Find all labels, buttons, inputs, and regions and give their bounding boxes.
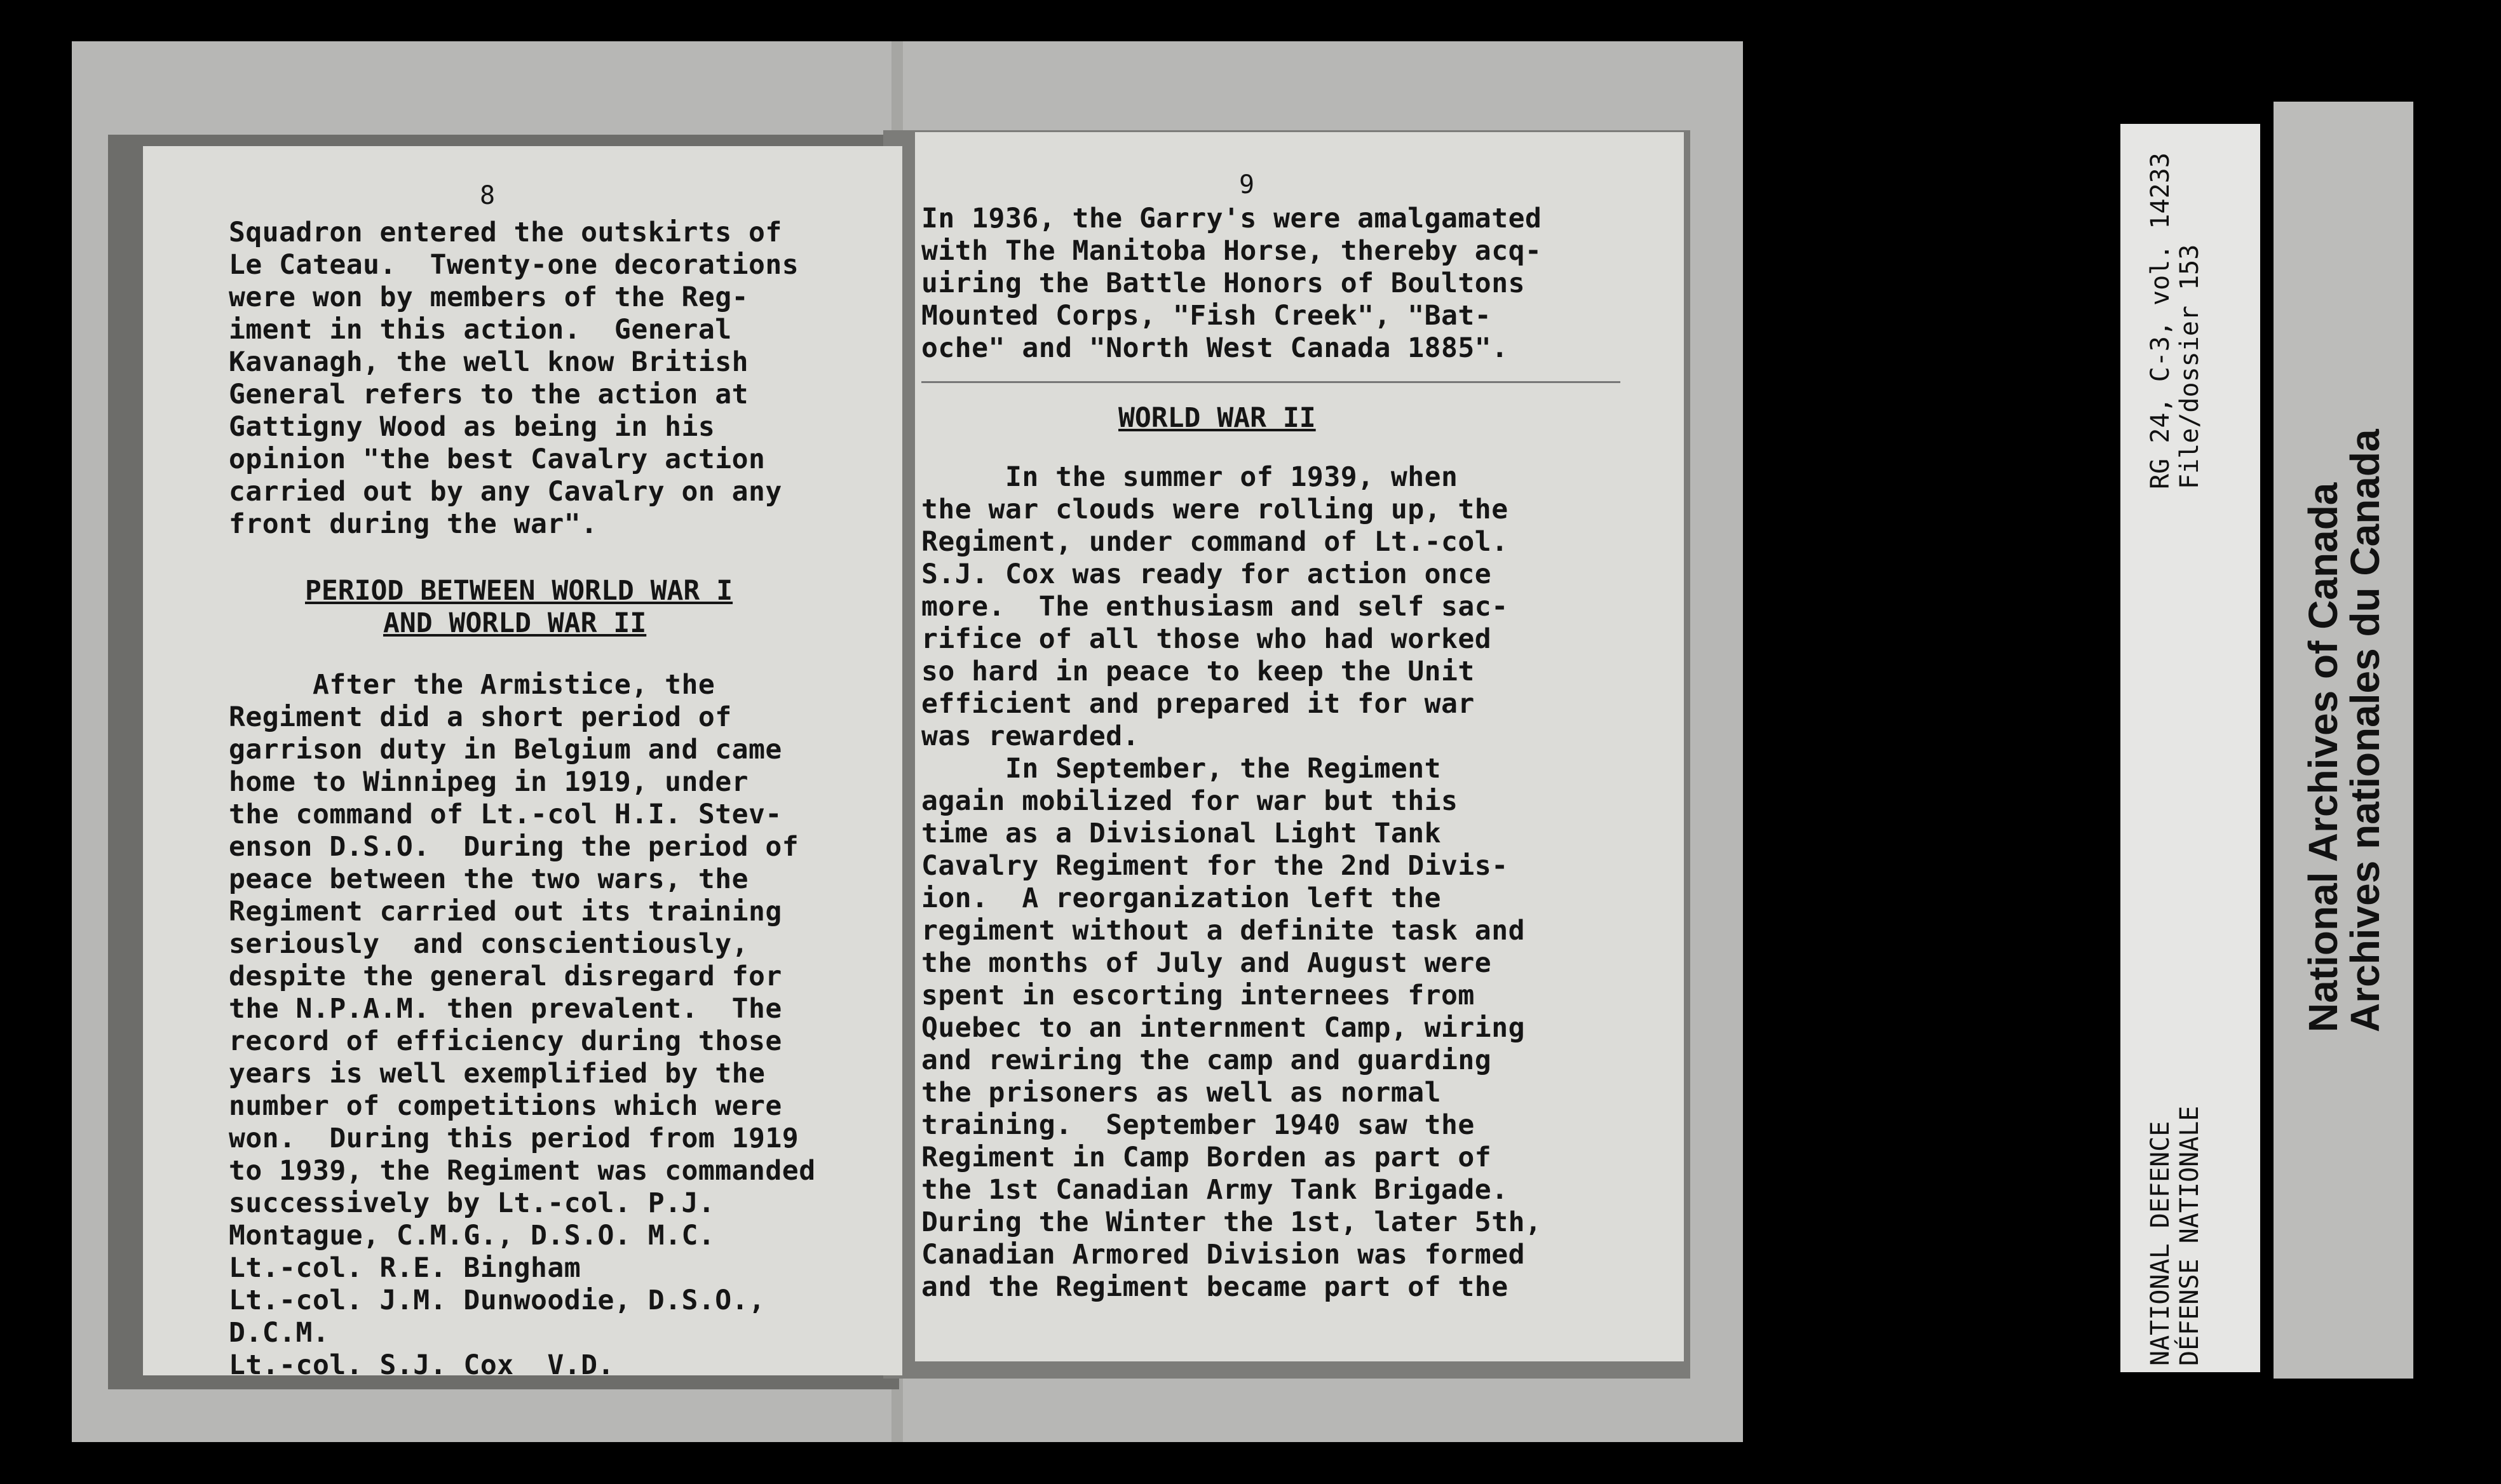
text-line: again mobilized for war but this bbox=[921, 785, 1458, 817]
text-line: carried out by any Cavalry on any bbox=[229, 476, 782, 508]
text-line: In September, the Regiment bbox=[921, 753, 1442, 785]
archive-reference-label bbox=[2120, 124, 2260, 1372]
section-heading-line2: AND WORLD WAR II bbox=[383, 607, 647, 639]
text-line: to 1939, the Regiment was commanded bbox=[229, 1155, 816, 1187]
department-french: DÉFENSE NATIONALE bbox=[2175, 1105, 2204, 1366]
reference-line-1: RG 24, C-3, vol. 14233 bbox=[2146, 152, 2175, 489]
text-line: more. The enthusiasm and self sac- bbox=[921, 591, 1508, 623]
text-line: In 1936, the Garry's were amalgamated bbox=[921, 203, 1542, 234]
text-line: Canadian Armored Division was formed bbox=[921, 1239, 1525, 1271]
text-line: rifice of all those who had worked bbox=[921, 623, 1492, 655]
text-line: In the summer of 1939, when bbox=[921, 461, 1458, 493]
right-page bbox=[915, 132, 1684, 1361]
text-line: Regiment in Camp Borden as part of bbox=[921, 1142, 1492, 1173]
text-line: seriously and conscientiously, bbox=[229, 928, 749, 960]
text-line: Regiment carried out its training bbox=[229, 896, 782, 928]
text-line: the months of July and August were bbox=[921, 947, 1492, 979]
text-line: Montague, C.M.G., D.S.O. M.C. bbox=[229, 1220, 715, 1251]
text-line: Regiment, under command of Lt.-col. bbox=[921, 526, 1508, 558]
text-line: number of competitions which were bbox=[229, 1090, 782, 1122]
archive-name-french: Archives nationales du Canada bbox=[2342, 429, 2388, 1032]
text-line: the N.P.A.M. then prevalent. The bbox=[229, 993, 782, 1025]
text-line: years is well exemplified by the bbox=[229, 1058, 766, 1089]
text-line: the command of Lt.-col H.I. Stev- bbox=[229, 799, 782, 830]
text-line: front during the war". bbox=[229, 508, 598, 540]
text-line: despite the general disregard for bbox=[229, 961, 782, 992]
text-line: opinion "the best Cavalry action bbox=[229, 443, 766, 475]
archive-reference bbox=[2146, 152, 2204, 489]
text-line: Quebec to an internment Camp, wiring bbox=[921, 1012, 1525, 1044]
text-line: time as a Divisional Light Tank bbox=[921, 818, 1442, 849]
text-line: Lt.-col. J.M. Dunwoodie, D.S.O., bbox=[229, 1285, 766, 1316]
text-line: the 1st Canadian Army Tank Brigade. bbox=[921, 1174, 1508, 1206]
text-line: home to Winnipeg in 1919, under bbox=[229, 766, 749, 798]
left-page bbox=[143, 146, 902, 1375]
text-line: iment in this action. General bbox=[229, 314, 732, 346]
text-line: and rewiring the camp and guarding bbox=[921, 1044, 1492, 1076]
text-line: Gattigny Wood as being in his bbox=[229, 411, 715, 443]
text-line: General refers to the action at bbox=[229, 379, 749, 410]
text-line: Regiment did a short period of bbox=[229, 701, 732, 733]
text-line: garrison duty in Belgium and came bbox=[229, 734, 782, 766]
right-page-number: 9 bbox=[1239, 170, 1255, 199]
text-line: efficient and prepared it for war bbox=[921, 688, 1475, 720]
text-line: peace between the two wars, the bbox=[229, 863, 749, 895]
text-line: Lt.-col. S.J. Cox V.D. bbox=[229, 1352, 614, 1375]
text-line: the prisoners as well as normal bbox=[921, 1077, 1442, 1109]
text-line: the war clouds were rolling up, the bbox=[921, 494, 1508, 525]
section-heading: WORLD WAR II bbox=[1118, 402, 1316, 434]
text-line: with The Manitoba Horse, thereby acq- bbox=[921, 235, 1542, 267]
text-line: After the Armistice, the bbox=[229, 669, 715, 701]
text-line: was rewarded. bbox=[921, 720, 1140, 752]
text-line: and the Regiment became part of the bbox=[921, 1271, 1508, 1303]
text-line: ion. A reorganization left the bbox=[921, 882, 1442, 914]
text-line: D.C.M. bbox=[229, 1317, 330, 1349]
archive-name bbox=[2302, 429, 2386, 1032]
text-line: spent in escorting internees from bbox=[921, 980, 1475, 1011]
text-line: enson D.S.O. During the period of bbox=[229, 831, 799, 863]
text-line: record of efficiency during those bbox=[229, 1025, 782, 1057]
text-line: During the Winter the 1st, later 5th, bbox=[921, 1206, 1542, 1238]
text-line: Cavalry Regiment for the 2nd Divis- bbox=[921, 850, 1508, 882]
text-line: Mounted Corps, "Fish Creek", "Bat- bbox=[921, 300, 1492, 332]
archive-name-english: National Archives of Canada bbox=[2300, 482, 2346, 1032]
horizontal-rule bbox=[921, 381, 1620, 383]
text-line: were won by members of the Reg- bbox=[229, 281, 749, 313]
section-heading-line1: PERIOD BETWEEN WORLD WAR I bbox=[305, 575, 733, 607]
text-line: successively by Lt.-col. P.J. bbox=[229, 1187, 715, 1219]
department-label bbox=[2146, 1106, 2204, 1366]
text-line: regiment without a definite task and bbox=[921, 915, 1525, 947]
department-english: NATIONAL DEFENCE bbox=[2146, 1121, 2175, 1366]
text-line: Squadron entered the outskirts of bbox=[229, 217, 782, 248]
text-line: so hard in peace to keep the Unit bbox=[921, 656, 1475, 687]
text-line: S.J. Cox was ready for action once bbox=[921, 558, 1492, 590]
text-line: uiring the Battle Honors of Boultons bbox=[921, 267, 1525, 299]
text-line: won. During this period from 1919 bbox=[229, 1123, 799, 1154]
text-line: oche" and "North West Canada 1885". bbox=[921, 332, 1508, 364]
text-line: Lt.-col. R.E. Bingham bbox=[229, 1252, 581, 1284]
text-line: Kavanagh, the well know British bbox=[229, 346, 749, 378]
text-line: Le Cateau. Twenty-one decorations bbox=[229, 249, 799, 281]
archive-name-label bbox=[2274, 102, 2413, 1379]
reference-line-2: File/dossier 153 bbox=[2175, 244, 2204, 489]
left-page-number: 8 bbox=[480, 181, 496, 210]
text-line: training. September 1940 saw the bbox=[921, 1109, 1475, 1141]
